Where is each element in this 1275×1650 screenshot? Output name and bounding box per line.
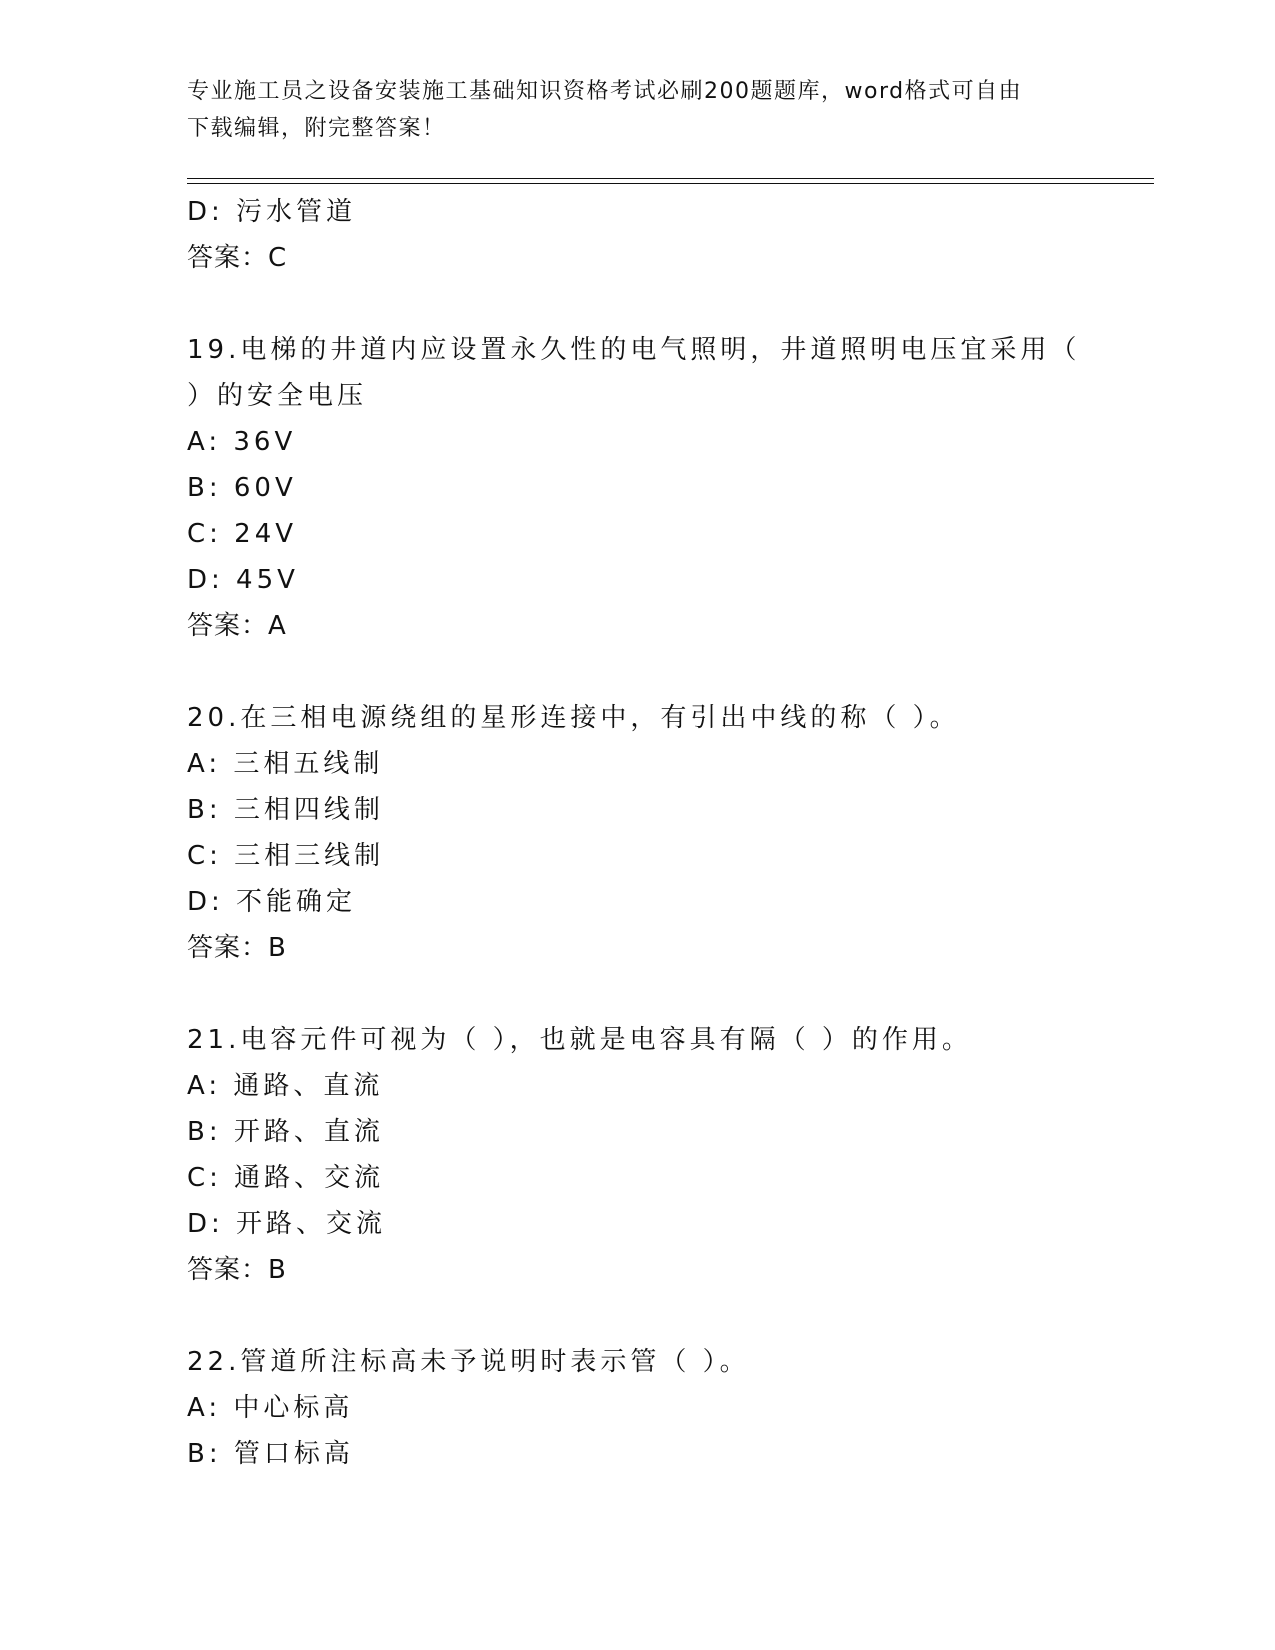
question-stem: 20.在三相电源绕组的星形连接中，有引出中线的称（ ）。 [187, 703, 960, 733]
question-19 [187, 327, 1081, 649]
option-a: A: 三相五线制 [187, 749, 384, 779]
document-body [187, 189, 1081, 1477]
option-a: A: 通路、直流 [187, 1071, 384, 1101]
option-a: A: 中心标高 [187, 1393, 354, 1423]
option-b: B: 60V [187, 473, 297, 503]
prev-option-d: D: 污水管道 [187, 197, 357, 227]
option-d: D: 不能确定 [187, 887, 357, 917]
question-stem: 19.电梯的井道内应设置永久性的电气照明，井道照明电压宜采用（ [187, 335, 1081, 365]
option-b: B: 管口标高 [187, 1439, 354, 1469]
answer: 答案：B [187, 1255, 287, 1285]
option-c: C: 三相三线制 [187, 841, 385, 871]
question-21 [187, 1017, 1067, 1293]
answer: 答案：B [187, 933, 287, 963]
question-stem: 21.电容元件可视为（ ），也就是电容具有隔（ ）的作用。 [187, 1025, 972, 1055]
option-b: B: 三相四线制 [187, 795, 384, 825]
prev-answer: 答案：C [187, 243, 288, 273]
spacer [187, 649, 1067, 695]
question-stem-continued: ）的安全电压 [187, 381, 368, 411]
option-d: D: 开路、交流 [187, 1209, 387, 1239]
question-20 [187, 695, 1067, 971]
option-c: C: 通路、交流 [187, 1163, 385, 1193]
header-title-line1: 专业施工员之设备安装施工基础知识资格考试必刷200题题库，word格式可自由 [187, 79, 1023, 104]
header-divider [187, 178, 1154, 184]
option-d: D: 45V [187, 565, 299, 595]
option-b: B: 开路、直流 [187, 1117, 384, 1147]
option-a: A: 36V [187, 427, 297, 457]
header-title-line2: 下载编辑，附完整答案！ [187, 116, 446, 141]
question-stem: 22.管道所注标高未予说明时表示管（ ）。 [187, 1347, 750, 1377]
question-22 [187, 1339, 1067, 1477]
spacer [187, 281, 1067, 327]
page-header [187, 73, 1087, 147]
answer: 答案：A [187, 611, 287, 641]
option-c: C: 24V [187, 519, 298, 549]
spacer [187, 971, 1067, 1017]
spacer [187, 1293, 1067, 1339]
